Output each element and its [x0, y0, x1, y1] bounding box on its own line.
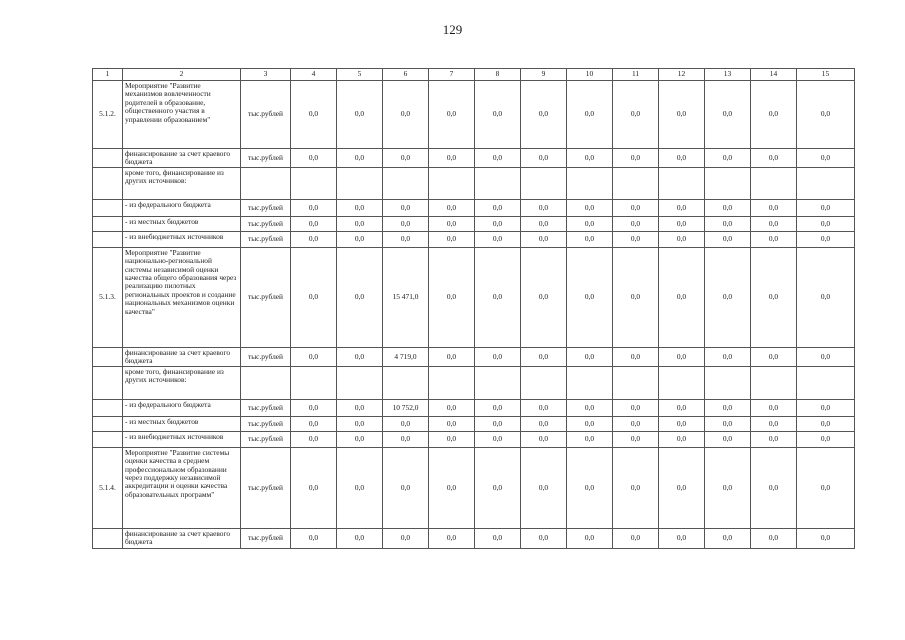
value-cell: 0,0	[705, 431, 751, 447]
header-row	[93, 69, 855, 81]
value-cell: 0,0	[797, 416, 855, 431]
value-cell	[429, 167, 475, 199]
value-cell: 0,0	[475, 347, 521, 366]
table-row	[93, 231, 855, 247]
value-cell: 0,0	[429, 347, 475, 366]
value-cell: 0,0	[567, 231, 613, 247]
value-cell	[337, 366, 383, 399]
value-cell	[429, 366, 475, 399]
value-cell: 0,0	[567, 416, 613, 431]
row-code	[93, 149, 123, 168]
value-cell	[797, 366, 855, 399]
value-cell	[521, 366, 567, 399]
value-cell: 0,0	[475, 416, 521, 431]
value-cell: 0,0	[751, 149, 797, 168]
value-cell	[659, 366, 705, 399]
row-code	[93, 366, 123, 399]
row-unit: тыс.рублей	[241, 231, 291, 247]
value-cell	[383, 167, 429, 199]
value-cell: 0,0	[475, 216, 521, 231]
row-description: Мероприятие "Развитие системы оценки качества в среднем профессиональном образовании через поддержку независимой аккредитации и оценки качества образовательных программ"	[123, 447, 241, 528]
row-code	[93, 347, 123, 366]
value-cell: 0,0	[383, 447, 429, 528]
value-cell	[705, 366, 751, 399]
value-cell: 0,0	[291, 199, 337, 216]
value-cell: 0,0	[659, 347, 705, 366]
value-cell: 0,0	[291, 149, 337, 168]
value-cell: 0,0	[613, 81, 659, 149]
row-code	[93, 231, 123, 247]
value-cell: 0,0	[429, 399, 475, 416]
value-cell: 0,0	[751, 247, 797, 347]
value-cell	[383, 366, 429, 399]
value-cell: 0,0	[659, 416, 705, 431]
table-row	[93, 167, 855, 199]
value-cell: 0,0	[613, 231, 659, 247]
value-cell: 0,0	[613, 399, 659, 416]
value-cell	[659, 167, 705, 199]
value-cell: 0,0	[751, 447, 797, 528]
value-cell: 0,0	[337, 347, 383, 366]
value-cell	[797, 167, 855, 199]
value-cell: 0,0	[429, 528, 475, 548]
row-description: финансирование за счет краевого бюджета	[123, 347, 241, 366]
row-code	[93, 216, 123, 231]
value-cell: 0,0	[797, 199, 855, 216]
value-cell: 0,0	[567, 199, 613, 216]
value-cell: 4 719,0	[383, 347, 429, 366]
value-cell	[291, 167, 337, 199]
value-cell: 0,0	[429, 231, 475, 247]
value-cell: 0,0	[659, 199, 705, 216]
value-cell: 0,0	[705, 149, 751, 168]
value-cell: 0,0	[429, 447, 475, 528]
row-code: 5.1.4.	[93, 447, 123, 528]
value-cell: 0,0	[797, 81, 855, 149]
value-cell: 0,0	[291, 231, 337, 247]
table-row	[93, 528, 855, 548]
value-cell: 0,0	[705, 231, 751, 247]
value-cell: 0,0	[429, 247, 475, 347]
value-cell	[521, 167, 567, 199]
header-cell: 7	[429, 69, 475, 81]
value-cell: 0,0	[521, 216, 567, 231]
value-cell: 0,0	[337, 528, 383, 548]
value-cell: 0,0	[797, 399, 855, 416]
row-code: 5.1.2.	[93, 81, 123, 149]
table-row	[93, 247, 855, 347]
value-cell: 0,0	[705, 399, 751, 416]
value-cell: 0,0	[659, 231, 705, 247]
table-row	[93, 347, 855, 366]
value-cell: 0,0	[613, 149, 659, 168]
value-cell: 0,0	[429, 431, 475, 447]
row-unit: тыс.рублей	[241, 199, 291, 216]
value-cell: 0,0	[337, 149, 383, 168]
value-cell: 0,0	[475, 231, 521, 247]
table-row	[93, 416, 855, 431]
value-cell	[475, 167, 521, 199]
value-cell: 0,0	[797, 247, 855, 347]
value-cell: 0,0	[291, 347, 337, 366]
value-cell: 0,0	[291, 447, 337, 528]
value-cell: 0,0	[521, 399, 567, 416]
value-cell: 15 471,0	[383, 247, 429, 347]
header-cell: 1	[93, 69, 123, 81]
value-cell: 0,0	[475, 447, 521, 528]
value-cell: 0,0	[291, 81, 337, 149]
value-cell: 0,0	[429, 199, 475, 216]
row-description: кроме того, финансирование из других источников:	[123, 366, 241, 399]
header-cell: 3	[241, 69, 291, 81]
value-cell	[751, 366, 797, 399]
value-cell: 0,0	[291, 216, 337, 231]
value-cell: 0,0	[337, 231, 383, 247]
value-cell: 0,0	[797, 447, 855, 528]
value-cell: 0,0	[383, 81, 429, 149]
row-description: кроме того, финансирование из других источников:	[123, 167, 241, 199]
value-cell: 0,0	[613, 416, 659, 431]
value-cell: 0,0	[567, 81, 613, 149]
value-cell	[567, 167, 613, 199]
value-cell: 0,0	[567, 399, 613, 416]
value-cell: 0,0	[567, 431, 613, 447]
value-cell: 0,0	[337, 199, 383, 216]
value-cell: 0,0	[475, 528, 521, 548]
row-description: - из федерального бюджета	[123, 399, 241, 416]
row-code	[93, 528, 123, 548]
value-cell: 0,0	[613, 247, 659, 347]
value-cell: 0,0	[337, 416, 383, 431]
value-cell: 0,0	[521, 149, 567, 168]
value-cell: 0,0	[705, 347, 751, 366]
row-code	[93, 199, 123, 216]
value-cell: 0,0	[429, 216, 475, 231]
value-cell: 0,0	[291, 399, 337, 416]
value-cell: 0,0	[797, 216, 855, 231]
value-cell: 0,0	[659, 528, 705, 548]
value-cell: 0,0	[751, 399, 797, 416]
row-unit	[241, 167, 291, 199]
row-description: Мероприятие "Развитие механизмов вовлеченности родителей в образование, общественного участия в управлении образованием"	[123, 81, 241, 149]
value-cell: 0,0	[429, 149, 475, 168]
value-cell: 0,0	[475, 399, 521, 416]
table-row	[93, 431, 855, 447]
value-cell: 0,0	[751, 81, 797, 149]
value-cell: 0,0	[751, 431, 797, 447]
row-unit: тыс.рублей	[241, 81, 291, 149]
table-body	[93, 69, 855, 549]
value-cell: 0,0	[383, 231, 429, 247]
header-cell: 2	[123, 69, 241, 81]
value-cell	[705, 167, 751, 199]
header-cell: 14	[751, 69, 797, 81]
table-row	[93, 399, 855, 416]
value-cell: 0,0	[475, 431, 521, 447]
value-cell: 0,0	[521, 347, 567, 366]
value-cell: 0,0	[521, 528, 567, 548]
row-unit: тыс.рублей	[241, 416, 291, 431]
value-cell: 0,0	[521, 199, 567, 216]
value-cell: 0,0	[337, 216, 383, 231]
row-description: - из внебюджетных источников	[123, 431, 241, 447]
value-cell: 0,0	[797, 231, 855, 247]
value-cell: 0,0	[613, 199, 659, 216]
value-cell: 0,0	[291, 431, 337, 447]
value-cell: 0,0	[429, 81, 475, 149]
value-cell: 0,0	[475, 247, 521, 347]
value-cell: 0,0	[613, 431, 659, 447]
value-cell: 0,0	[751, 347, 797, 366]
header-cell: 4	[291, 69, 337, 81]
row-code	[93, 431, 123, 447]
value-cell: 0,0	[383, 528, 429, 548]
value-cell: 0,0	[705, 416, 751, 431]
row-unit	[241, 366, 291, 399]
value-cell: 0,0	[751, 231, 797, 247]
page-number: 129	[442, 22, 463, 37]
value-cell: 0,0	[567, 149, 613, 168]
value-cell: 0,0	[659, 216, 705, 231]
value-cell: 0,0	[751, 216, 797, 231]
header-cell: 12	[659, 69, 705, 81]
row-unit: тыс.рублей	[241, 347, 291, 366]
value-cell: 0,0	[567, 528, 613, 548]
value-cell: 0,0	[705, 247, 751, 347]
value-cell: 0,0	[475, 149, 521, 168]
value-cell: 0,0	[429, 416, 475, 431]
value-cell: 0,0	[613, 528, 659, 548]
value-cell: 0,0	[521, 416, 567, 431]
value-cell: 0,0	[291, 416, 337, 431]
value-cell: 0,0	[613, 447, 659, 528]
table-row	[93, 199, 855, 216]
value-cell: 0,0	[751, 528, 797, 548]
header-cell: 8	[475, 69, 521, 81]
row-description: финансирование за счет краевого бюджета	[123, 149, 241, 168]
header-cell: 9	[521, 69, 567, 81]
row-unit: тыс.рублей	[241, 247, 291, 347]
row-unit: тыс.рублей	[241, 528, 291, 548]
value-cell: 0,0	[383, 416, 429, 431]
row-description: финансирование за счет краевого бюджета	[123, 528, 241, 548]
value-cell: 0,0	[659, 149, 705, 168]
row-unit: тыс.рублей	[241, 216, 291, 231]
row-unit: тыс.рублей	[241, 447, 291, 528]
value-cell	[337, 167, 383, 199]
value-cell: 0,0	[797, 431, 855, 447]
value-cell: 0,0	[797, 347, 855, 366]
value-cell: 0,0	[521, 231, 567, 247]
value-cell: 0,0	[567, 247, 613, 347]
budget-table	[92, 68, 855, 549]
table-row	[93, 366, 855, 399]
value-cell	[567, 366, 613, 399]
value-cell: 0,0	[705, 216, 751, 231]
table-row	[93, 149, 855, 168]
value-cell: 0,0	[521, 247, 567, 347]
value-cell: 0,0	[383, 149, 429, 168]
row-description: - из местных бюджетов	[123, 216, 241, 231]
value-cell: 0,0	[337, 81, 383, 149]
row-unit: тыс.рублей	[241, 399, 291, 416]
header-cell: 15	[797, 69, 855, 81]
row-description: Мероприятие "Развитие национально-региональной системы независимой оценки качества общего образования через реализацию пилотных региональных проектов и создание национальных механизмов оценки качества"	[123, 247, 241, 347]
value-cell: 0,0	[751, 199, 797, 216]
row-description: - из внебюджетных источников	[123, 231, 241, 247]
value-cell: 0,0	[613, 216, 659, 231]
value-cell	[613, 366, 659, 399]
row-description: - из федерального бюджета	[123, 199, 241, 216]
value-cell: 0,0	[613, 347, 659, 366]
row-code	[93, 416, 123, 431]
value-cell: 0,0	[659, 431, 705, 447]
value-cell: 0,0	[567, 216, 613, 231]
value-cell: 0,0	[797, 149, 855, 168]
header-cell: 10	[567, 69, 613, 81]
value-cell: 0,0	[383, 199, 429, 216]
value-cell	[475, 366, 521, 399]
table-row	[93, 216, 855, 231]
value-cell: 0,0	[383, 431, 429, 447]
header-cell: 11	[613, 69, 659, 81]
value-cell: 0,0	[705, 81, 751, 149]
value-cell: 0,0	[521, 447, 567, 528]
row-code	[93, 167, 123, 199]
value-cell: 0,0	[475, 81, 521, 149]
value-cell	[613, 167, 659, 199]
header-cell: 5	[337, 69, 383, 81]
value-cell	[291, 366, 337, 399]
value-cell: 0,0	[291, 528, 337, 548]
value-cell: 0,0	[705, 447, 751, 528]
value-cell: 0,0	[705, 199, 751, 216]
value-cell: 0,0	[659, 447, 705, 528]
value-cell: 0,0	[659, 399, 705, 416]
value-cell: 0,0	[659, 247, 705, 347]
value-cell: 0,0	[337, 447, 383, 528]
row-description: - из местных бюджетов	[123, 416, 241, 431]
value-cell: 0,0	[659, 81, 705, 149]
row-unit: тыс.рублей	[241, 149, 291, 168]
row-unit: тыс.рублей	[241, 431, 291, 447]
header-cell: 13	[705, 69, 751, 81]
value-cell	[751, 167, 797, 199]
value-cell: 10 752,0	[383, 399, 429, 416]
value-cell: 0,0	[337, 399, 383, 416]
table-row	[93, 447, 855, 528]
value-cell: 0,0	[475, 199, 521, 216]
value-cell: 0,0	[291, 247, 337, 347]
value-cell: 0,0	[337, 247, 383, 347]
value-cell: 0,0	[797, 528, 855, 548]
value-cell: 0,0	[705, 528, 751, 548]
value-cell: 0,0	[751, 416, 797, 431]
header-cell: 6	[383, 69, 429, 81]
value-cell: 0,0	[521, 81, 567, 149]
row-code	[93, 399, 123, 416]
value-cell: 0,0	[567, 447, 613, 528]
value-cell: 0,0	[337, 431, 383, 447]
table-row	[93, 81, 855, 149]
value-cell: 0,0	[521, 431, 567, 447]
value-cell: 0,0	[383, 216, 429, 231]
value-cell: 0,0	[567, 347, 613, 366]
row-code: 5.1.3.	[93, 247, 123, 347]
